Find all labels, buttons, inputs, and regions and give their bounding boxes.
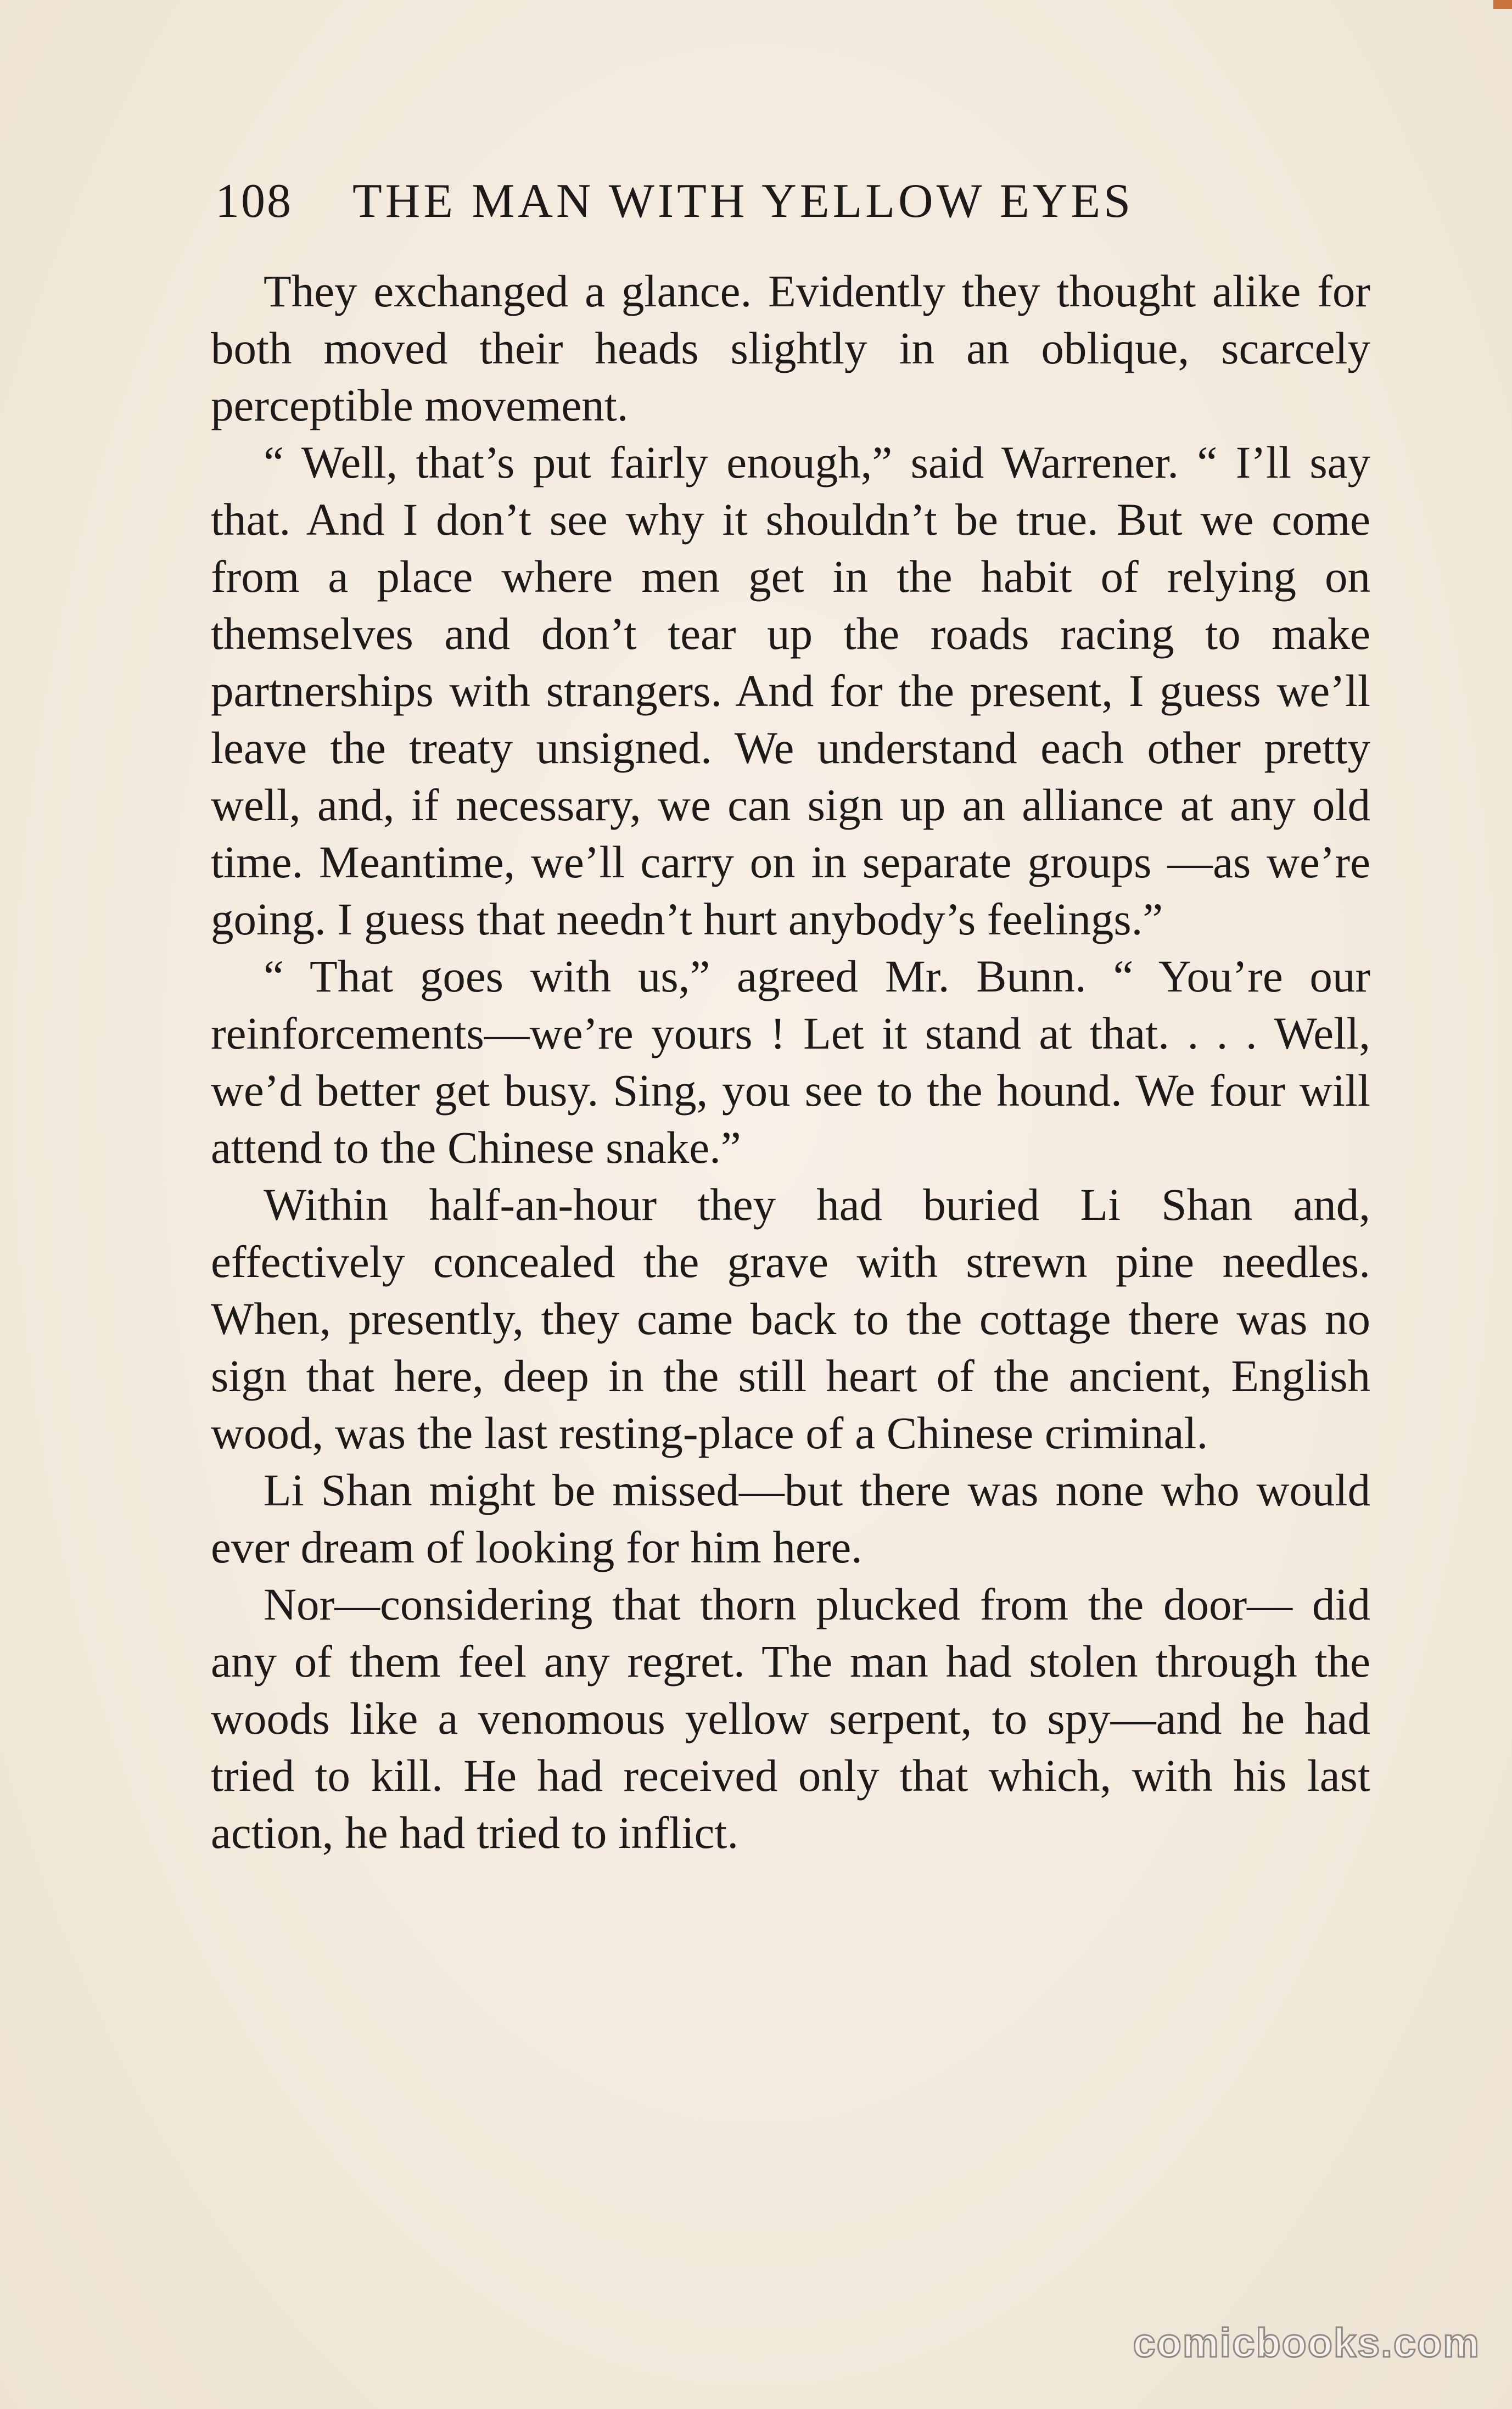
body-text — [211, 262, 1370, 1861]
paragraph: “ Well, that’s put fairly enough,” said Warrener. “ I’ll say that. And I don’t see why it shouldn’t be true. But we come from a place where men get in the habit of relying on themselves and don’t tear up the roads racing to make partnerships with strangers. And for the present, I guess we’ll leave the treaty unsigned. We understand each other pretty well, and, if necessary, we can sign up an alliance at any old time. Meantime, we’ll carry on in separate groups —as we’re going. I guess that needn’t hurt anybody’s feelings.” — [211, 437, 1370, 944]
paragraph: Li Shan might be missed—but there was none who would ever dream of looking for him here. — [211, 1465, 1370, 1572]
paragraph: Nor—considering that thorn plucked from the door— did any of them feel any regret. The man had stolen through the woods like a venomous yellow serpent, to spy—and he had tried to kill. He had received only that which, with his last action, he had tried to inflict. — [211, 1579, 1370, 1858]
paragraph: Within half-an-hour they had buried Li Shan and, effectively concealed the grave with strewn pine needles. When, presently, they came back to the cottage there was no sign that here, deep in the still heart of the ancient, English wood, was the last resting-place of a Chinese criminal. — [211, 1179, 1370, 1458]
paragraph: They exchanged a glance. Evidently they thought alike for both moved their heads slightly in an oblique, scarcely perceptible movement. — [211, 266, 1370, 430]
running-title: THE MAN WITH YELLOW EYES — [352, 175, 1134, 228]
watermark: comicbooks.com — [1133, 2320, 1480, 2366]
running-head — [215, 173, 1319, 234]
page-number: 108 — [215, 175, 293, 228]
page-corner-mark — [1493, 0, 1512, 9]
paragraph: “ That goes with us,” agreed Mr. Bunn. “ You’re our reinforcements—we’re yours ! Let it stand at that. . . . Well, we’d better get busy. Sing, you see to the hound. We four will attend to the Chinese snake.” — [211, 951, 1370, 1173]
